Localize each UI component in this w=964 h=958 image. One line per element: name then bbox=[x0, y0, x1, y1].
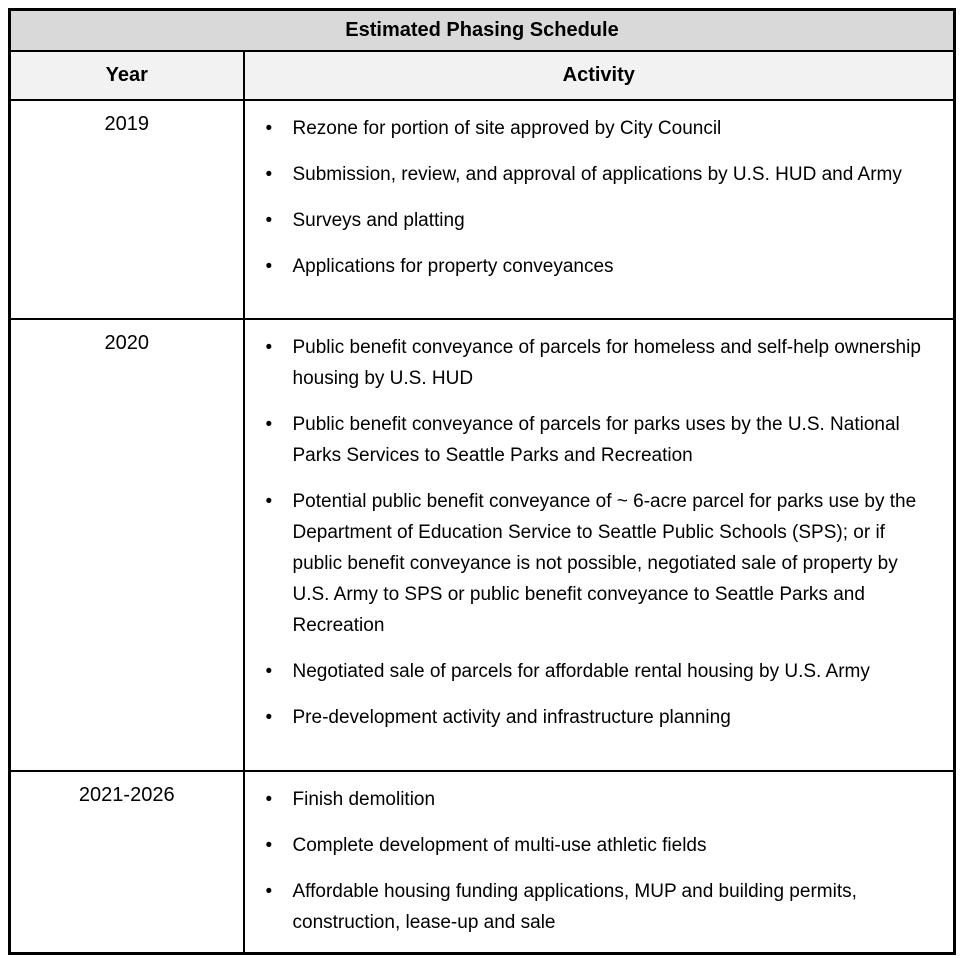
activity-item: • Public benefit conveyance of parcels for parks uses by the U.S. National Parks Services to Seattle Parks and Recreation bbox=[245, 409, 924, 471]
table-row bbox=[10, 319, 955, 771]
activity-item: • Complete development of multi-use athletic fields bbox=[245, 830, 924, 861]
year-value: 2020 bbox=[10, 319, 244, 771]
column-header-year: Year bbox=[10, 51, 244, 100]
activity-item: • Potential public benefit conveyance of ~ 6-acre parcel for parks use by the Department of Education Service to Seattle Public Schools (SPS); or if public benefit conveyance is not possible, negotiated sale of property by U.S. Army to SPS or public benefit conveyance to Seattle Parks and Recreation bbox=[245, 486, 924, 641]
year-value: 2019 bbox=[10, 100, 244, 319]
activity-item: • Public benefit conveyance of parcels for homeless and self-help ownership housing by U.S. HUD bbox=[245, 332, 924, 394]
table-row bbox=[10, 771, 955, 954]
activity-cell bbox=[244, 771, 955, 954]
column-header-activity: Activity bbox=[244, 51, 955, 100]
activity-item: • Applications for property conveyances bbox=[245, 251, 924, 282]
activity-list bbox=[245, 784, 924, 938]
activity-list bbox=[245, 113, 924, 282]
activity-item: • Surveys and platting bbox=[245, 205, 924, 236]
table-title-row bbox=[10, 10, 955, 52]
phasing-schedule-table bbox=[8, 8, 956, 955]
activity-item: • Rezone for portion of site approved by City Council bbox=[245, 113, 924, 144]
activity-item: • Negotiated sale of parcels for affordable rental housing by U.S. Army bbox=[245, 656, 924, 687]
activity-list bbox=[245, 332, 924, 733]
activity-cell bbox=[244, 100, 955, 319]
table-header-row bbox=[10, 51, 955, 100]
activity-item: • Finish demolition bbox=[245, 784, 924, 815]
table-row bbox=[10, 100, 955, 319]
activity-item: • Affordable housing funding applications, MUP and building permits, construction, lease-up and sale bbox=[245, 876, 924, 938]
table-title: Estimated Phasing Schedule bbox=[10, 10, 955, 52]
activity-cell bbox=[244, 319, 955, 771]
activity-item: • Pre-development activity and infrastructure planning bbox=[245, 702, 924, 733]
year-value: 2021-2026 bbox=[10, 771, 244, 954]
activity-item: • Submission, review, and approval of applications by U.S. HUD and Army bbox=[245, 159, 924, 190]
